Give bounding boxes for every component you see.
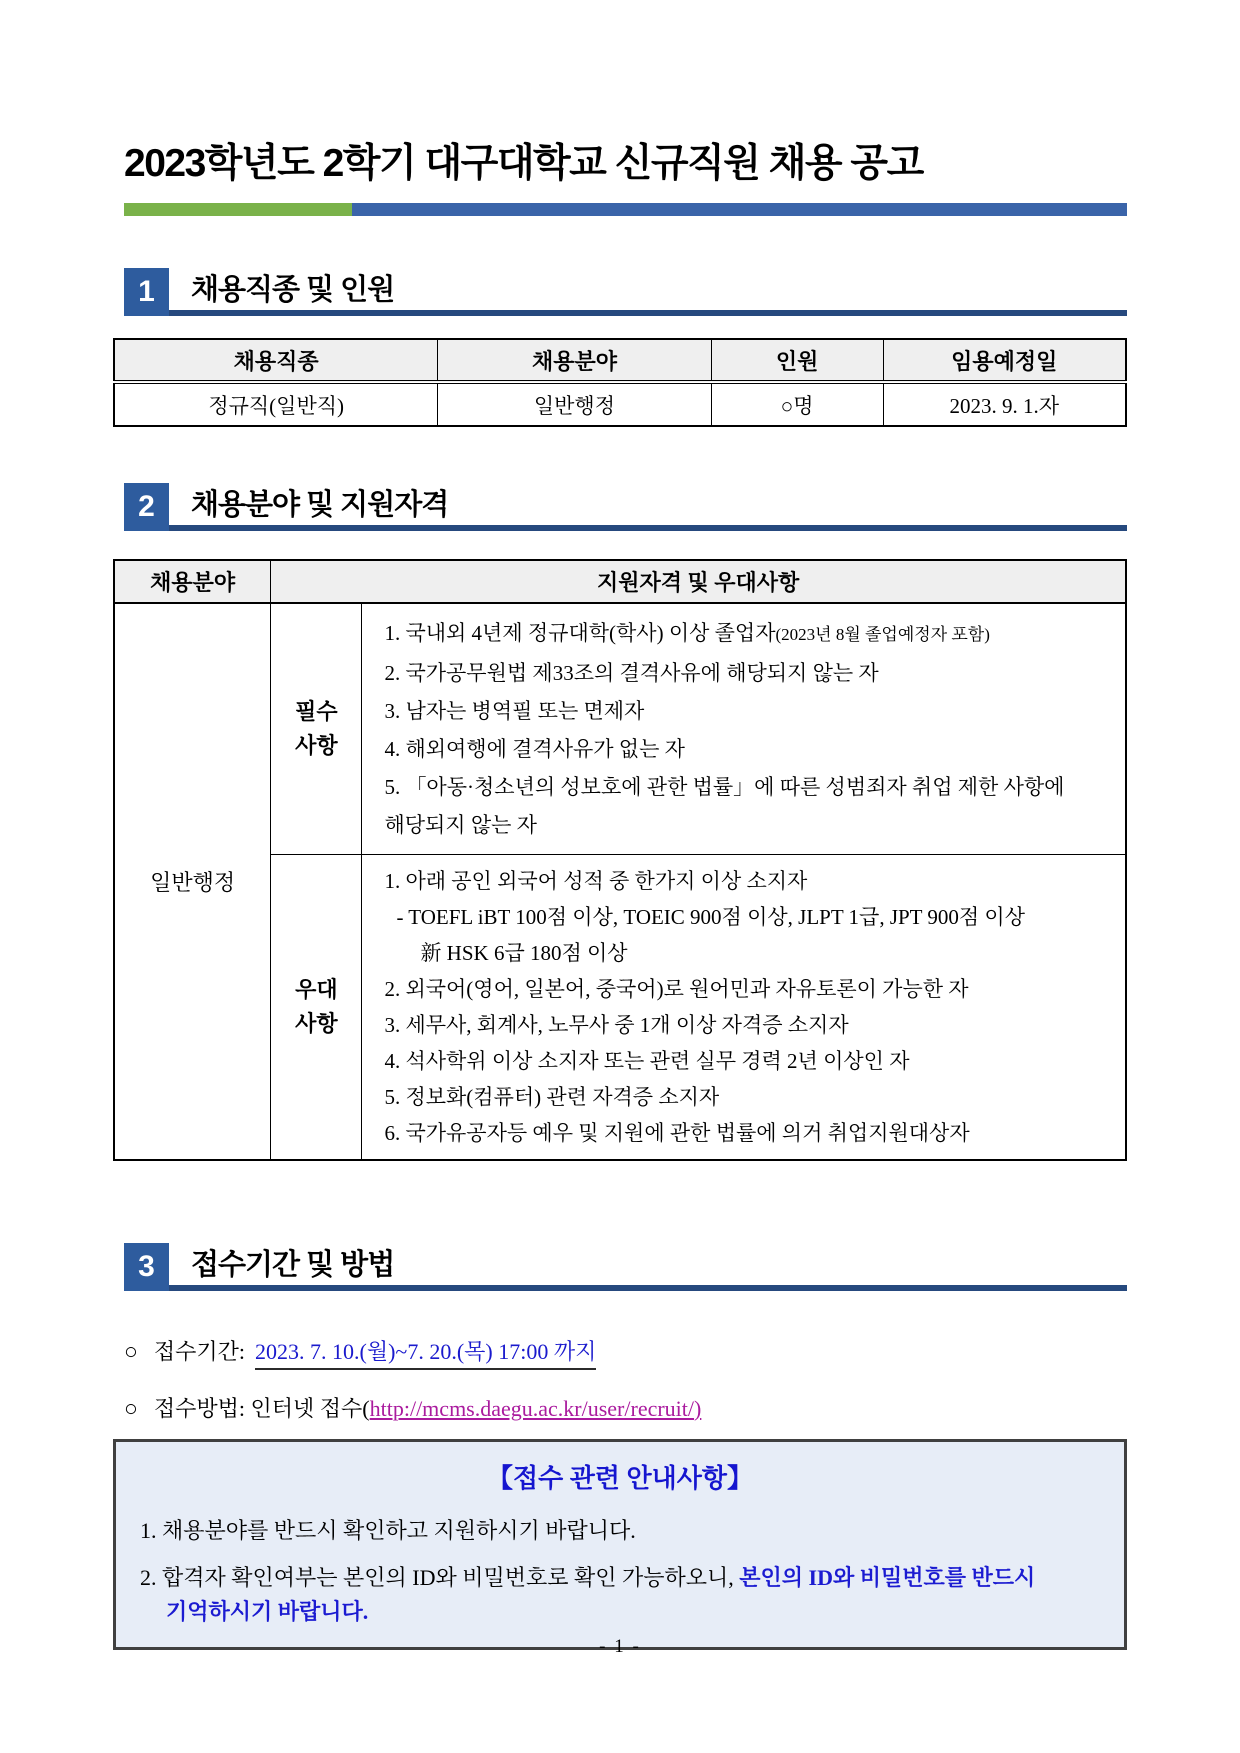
preferred-item-sub: 新 HSK 6급 180점 이상 [420,941,628,965]
preferred-item: 3. 세무사, 회계사, 노무사 중 1개 이상 자격증 소지자 [384,1013,849,1037]
preferred-item: 5. 정보화(컴퓨터) 관련 자격증 소지자 [384,1085,720,1109]
application-period-line [124,1335,1127,1370]
circle-bullet-icon: ○ [124,1339,138,1364]
notice-item-2-highlight: 본인의 ID와 비밀번호를 반드시 기억하시기 바랍니다. [166,1565,1036,1624]
document-title: 2023학년도 2학기 대구대학교 신규직원 채용 공고 [124,142,923,185]
section-3-number-badge: 3 [124,1243,169,1291]
section-1-header [124,268,1127,316]
title-bar-green-segment [124,203,352,216]
recruit-cell-field: 일반행정 [438,382,711,426]
required-item: 3. 남자는 병역필 또는 면제자 [384,699,645,723]
title-bar-blue-segment [352,203,1127,216]
recruit-header-job-type: 채용직종 [114,339,438,382]
section-2-title: 채용분야 및 지원자격 [191,488,449,521]
preferred-item: 6. 국가유공자등 예우 및 지원에 관한 법률에 의거 취업지원대상자 [384,1121,970,1145]
preferred-label-line1: 우대 [295,976,338,1002]
application-method-url-link[interactable]: http://mcms.daegu.ac.kr/user/recruit/ [369,1396,695,1421]
recruit-positions-table [113,338,1127,427]
recruit-cell-job-type: 정규직(일반직) [114,382,438,426]
section-2-header [124,483,1127,531]
preferred-item-sub: - TOEFL iBT 100점 이상, TOEIC 900점 이상, JLPT 1급, JPT 900점 이상 [396,905,1025,929]
title-divider-bar [124,203,1127,216]
preferred-item: 4. 석사학위 이상 소지자 또는 관련 실무 경력 2년 이상인 자 [384,1049,910,1073]
required-label-cell [271,603,362,855]
application-period-value-link[interactable]: 2023. 7. 10.(월)~7. 20.(목) 17:00 까지 [255,1335,596,1370]
application-method-close-paren: ) [694,1396,702,1421]
required-item: 2. 국가공무원법 제33조의 결격사유에 해당되지 않는 자 [384,661,879,685]
required-label-line2: 사항 [295,733,338,758]
page-content [0,132,1240,1650]
required-item: 5. 「아동·청소년의 성보호에 관한 법률」에 따른 성범죄자 취업 제한 사항에 해당되지 않는 자 [384,775,1065,837]
preferred-label-cell [271,855,362,1161]
recruit-cell-start-date: 2023. 9. 1.자 [883,382,1126,426]
application-method-label: 접수방법: 인터넷 접수( [153,1396,370,1421]
required-item [384,614,1113,654]
qual-header-field: 채용분야 [114,560,271,603]
required-item-1-text: 1. 국내외 4년제 정규대학(학사) 이상 졸업자 [384,621,776,645]
preferred-items-cell [362,855,1126,1161]
section-2-underline [124,525,1127,531]
section-3-header [124,1243,1127,1291]
preferred-label-line2: 사항 [295,1011,338,1036]
required-label-line1: 필수 [295,698,338,724]
recruit-header-field: 채용분야 [438,339,711,382]
required-item-1-note: (2023년 8월 졸업예정자 포함) [775,625,990,644]
section-3-underline [124,1285,1127,1291]
application-method-line [124,1392,1127,1423]
notice-title: 【접수 관련 안내사항】 [487,1464,753,1493]
notice-item-2-text: 2. 합격자 확인여부는 본인의 ID와 비밀번호로 확인 가능하오니, [140,1565,740,1590]
application-period-label: 접수기간: [153,1339,246,1364]
section-1-title: 채용직종 및 인원 [191,273,395,306]
application-notice-box [113,1439,1127,1650]
application-method-text [154,1392,701,1423]
qual-cell-field: 일반행정 [114,603,271,1160]
section-1-underline [124,310,1127,316]
recruit-table-row [114,382,1126,426]
notice-item-2 [140,1561,1100,1629]
recruit-header-start-date: 임용예정일 [883,339,1126,382]
required-items-cell [362,603,1126,855]
notice-items [140,1514,1100,1629]
recruit-table-header-row [114,339,1126,382]
qualifications-header-row [114,560,1126,603]
section-1-number-badge: 1 [124,268,169,316]
preferred-item: 2. 외국어(영어, 일본어, 중국어)로 원어민과 자유토론이 가능한 자 [384,977,969,1001]
required-items-row [114,603,1126,855]
recruit-cell-headcount: ○명 [711,382,883,426]
required-item: 4. 해외여행에 결격사유가 없는 자 [384,737,685,761]
notice-item-1: 1. 채용분야를 반드시 확인하고 지원하시기 바랍니다. [140,1518,636,1543]
section-3-title: 접수기간 및 방법 [191,1248,395,1281]
page-number: - 1 - [599,1636,641,1657]
circle-bullet-icon: ○ [124,1396,138,1421]
preferred-item: 1. 아래 공인 외국어 성적 중 한가지 이상 소지자 [384,869,808,893]
recruit-header-headcount: 인원 [711,339,883,382]
qual-header-detail: 지원자격 및 우대사항 [271,560,1126,603]
section-2-number-badge: 2 [124,483,169,531]
qualifications-table [113,559,1127,1161]
